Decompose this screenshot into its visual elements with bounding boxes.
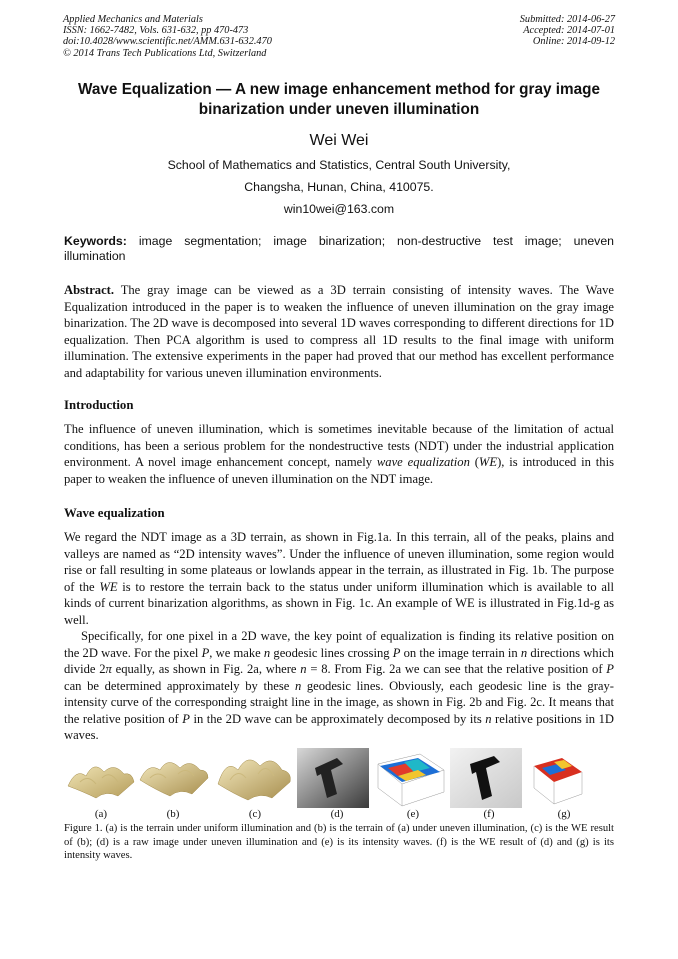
affiliation-line-2: Changsha, Hunan, China, 410075. xyxy=(244,180,434,194)
introduction-heading: Introduction xyxy=(64,398,134,412)
p2-f: equally, as shown in Fig. 2a, where xyxy=(111,662,301,676)
figure-panel-c xyxy=(214,748,294,810)
p2-pi: π xyxy=(105,662,112,676)
p2-j: in the 2D wave can be approximately decomposed by its xyxy=(189,711,486,726)
figure-label-e: (e) xyxy=(406,808,420,820)
p2-b: , we make xyxy=(209,645,264,660)
figure-1-caption: Figure 1. (a) is the terrain under uniform illumination and (b) is the terrain of (a) under uneven illumination, (c) is the WE result of (b); (d) is a raw image under uneven illumination and (e) is its intensity waves. (f) is the WE result of (d) and (g) is its intensity waves. xyxy=(64,823,614,861)
keywords-text: image segmentation; image binarization; non-destructive test image; uneven illumination xyxy=(64,234,614,263)
p2-P4: P xyxy=(182,711,190,726)
wave-equalization-heading: Wave equalization xyxy=(64,506,165,520)
figure-label-g: (g) xyxy=(557,808,571,820)
author-email[interactable]: win10wei@163.com xyxy=(283,202,395,216)
dates-header xyxy=(520,14,615,48)
p1-text-a: We regard the NDT image as a 3D terrain, as shown in Fig.1a. In this terrain, all of the peaks, plains and valleys are named as “2D intensity waves”. Under the influence of uneven illumination, some region would rise or fall resulting in some plateaus or lowlands appear in the terrain, as illustrated in Fig. 1b. The purpose of the xyxy=(64,530,614,594)
p2-n3: n xyxy=(300,662,307,676)
p1-we: WE xyxy=(99,579,118,594)
submitted-date: Submitted: 2014-06-27 xyxy=(519,14,615,25)
p2-n1: n xyxy=(263,645,271,660)
p2-n4: n xyxy=(294,678,302,693)
figure-label-d: (d) xyxy=(330,808,344,820)
p2-k: relative positions in 1D waves. xyxy=(64,711,614,742)
intro-text-2: ), is introduced in this paper to weaken the influence of uneven illumination on the NDT image. xyxy=(64,455,615,486)
figure-panel-a xyxy=(66,748,136,808)
figure-panel-b xyxy=(138,748,210,808)
affiliation-line-1: School of Mathematics and Statistics, Central South University, xyxy=(167,158,511,172)
p2-i: geodesic lines. Obviously, each geodesic line is the gray-intensity curve of the corresponding straight line in the image, as shown in Fig. 2b and Fig. 2c. It means that the relative position of xyxy=(64,678,614,726)
introduction-paragraph xyxy=(64,421,614,487)
online-date: Online: 2014-09-12 xyxy=(532,36,615,48)
figure-panel-g xyxy=(528,748,588,810)
p2-n5: n xyxy=(485,711,492,726)
p2-e: directions which divide 2 xyxy=(64,645,614,676)
p2-P3: P xyxy=(606,662,614,676)
abstract-label: Abstract. xyxy=(64,283,115,297)
abstract xyxy=(64,282,614,381)
intro-abbr: WE xyxy=(478,455,498,469)
abstract-text: The gray image can be viewed as a 3D terrain consisting of intensity waves. The Wave Equalization introduced in the paper is to weaken the influence of uneven illumination on the gray image binarization. The 2D wave is decomposed into several 1D waves corresponding to different directions for 1D equalization. Then PCA algorithm is used to compress all 1D results to the final image with uniform illumination. The extensive experiments in the paper had proved that our method has excellent performance and adaptability for various uneven illumination environments. xyxy=(64,283,615,380)
journal-name: Applied Mechanics and Materials xyxy=(63,14,203,25)
p1-text-b: is to restore the terrain back to the status under uniform illumination which is available to all kinds of current binarization algorithms, as shown in Fig. 1c. An example of WE is illustrated in Fig.1d-g as well. xyxy=(64,579,614,627)
author-name: Wei Wei xyxy=(309,132,369,149)
intro-paren: ( xyxy=(469,455,479,469)
intro-term: wave equalization xyxy=(376,455,470,469)
paper-title: Wave Equalization — A new image enhancement method for gray image binarization under uneven illumination xyxy=(78,81,600,118)
figure-panel-d xyxy=(297,748,369,808)
figure-label-b: (b) xyxy=(166,808,180,820)
journal-header xyxy=(63,14,272,59)
keywords-label: Keywords: xyxy=(64,234,127,248)
p2-a: Specifically, for one pixel in a 2D wave, the key point of equalization is finding its relative position on the 2D wave. For the pixel xyxy=(64,629,614,660)
journal-doi[interactable]: doi:10.4028/www.scientific.net/AMM.631-632.470 xyxy=(63,36,272,48)
figure-panel-f xyxy=(450,748,522,808)
accepted-date: Accepted: 2014-07-01 xyxy=(523,25,615,37)
p2-d: on the image terrain in xyxy=(400,645,521,660)
wave-eq-paragraph-2 xyxy=(64,628,614,744)
p2-g: = 8. From Fig. 2a we can see that the relative position of xyxy=(306,662,607,676)
intro-text-1: The influence of uneven illumination, which is sometimes inevitable because of the limitation of actual conditions, has been a serious problem for the nondestructive tests (NDT) under the industrial application environment. A novel image enhancement concept, namely xyxy=(64,422,614,469)
keywords xyxy=(64,234,614,264)
p2-P2: P xyxy=(392,645,401,660)
figure-label-a: (a) xyxy=(94,808,108,820)
figure-panel-e xyxy=(374,748,446,810)
figure-label-f: (f) xyxy=(483,808,495,820)
p2-c: geodesic lines crossing xyxy=(270,645,393,660)
journal-issn: ISSN: 1662-7482, Vols. 631-632, pp 470-473 xyxy=(63,25,249,37)
p2-h: can be determined approximately by these xyxy=(64,678,295,693)
p2-P1: P xyxy=(201,645,210,660)
journal-copyright: © 2014 Trans Tech Publications Ltd, Switzerland xyxy=(63,47,267,59)
figure-label-c: (c) xyxy=(248,808,262,820)
p2-n2: n xyxy=(520,645,528,660)
wave-eq-paragraph-1 xyxy=(64,529,614,628)
